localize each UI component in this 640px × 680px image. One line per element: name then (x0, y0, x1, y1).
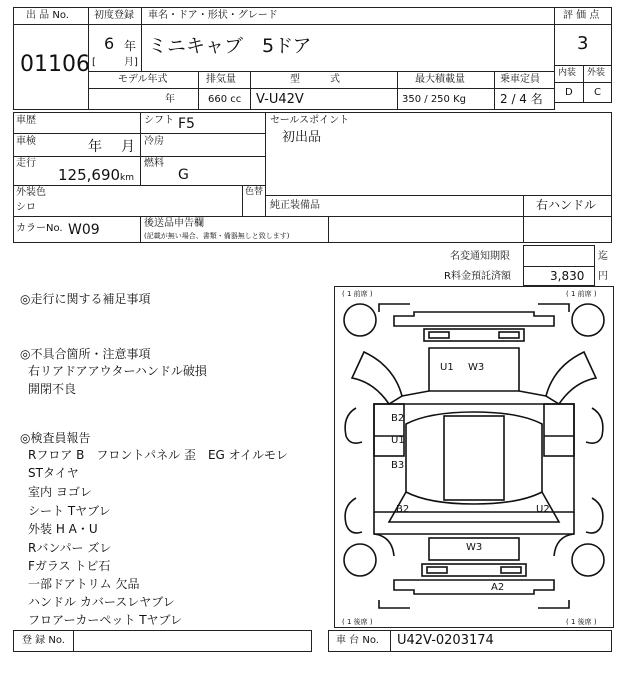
mark-u1-mid: U1 (391, 435, 405, 446)
equipment-extension (328, 216, 612, 243)
displacement-label: 排気量 (206, 74, 236, 85)
steering-value: 右ハンドル (536, 198, 597, 212)
sales-point-value: 初出品 (282, 130, 322, 145)
chassis-value: U42V-0203174 (397, 633, 494, 648)
mileage-label: 走行 (16, 158, 36, 169)
type-value: V-U42V (256, 92, 304, 107)
inspector-line-3: 室内 ヨゴレ (28, 485, 92, 499)
inspection-label: 車検 (16, 136, 36, 147)
reg-month-open: [ (92, 57, 96, 68)
reg-year-unit: 年 (124, 39, 137, 53)
mark-a2: A2 (491, 582, 505, 593)
corner-label-front-right: ( 1 前席 ) (566, 290, 597, 298)
name-change-label: 名変通知期限 (450, 251, 510, 262)
inspector-line-8: 一部ドアトリム 欠品 (28, 577, 140, 591)
fuel-value: G (178, 167, 189, 183)
inspector-line-6: Rバンパー ズレ (28, 541, 112, 555)
inspection-month: 月 (121, 139, 135, 155)
name-change-unit: 迄 (598, 251, 608, 262)
mark-w3-top: W3 (468, 362, 485, 373)
shift-label: シフト (144, 115, 174, 126)
vehicle-damage-diagram (334, 286, 614, 628)
car-name: ミニキャブ 5ドア (148, 35, 312, 57)
interior-value: D (565, 87, 573, 98)
color-value: シロ (16, 202, 36, 213)
name-change-box (523, 245, 595, 267)
reg-month-unit: 月] (124, 57, 138, 68)
capacity-label: 乗車定員 (500, 74, 540, 85)
inspector-line-9: ハンドル カバースレヤブレ (28, 595, 175, 609)
colorno-label: カラーNo. (16, 223, 63, 234)
grade-label: 評 価 点 (563, 10, 600, 21)
recycle-value: 3,830 (550, 269, 585, 283)
grade-value: 3 (577, 33, 589, 54)
inspector-line-10: フロアーカーペット Tヤブレ (28, 613, 183, 627)
defect-line-1: 右リアドアアウターハンドル破損 (28, 364, 207, 378)
displacement-value: 660 cc (208, 94, 242, 105)
capacity-value: 2 / 4 名 (500, 92, 543, 106)
model-year-value: 年 (165, 94, 175, 105)
defect-title: ◎不具合箇所・注意事項 (20, 347, 151, 361)
lot-number: 01106 (20, 52, 90, 77)
color-label: 外装色 (16, 187, 46, 198)
ac-label: 冷房 (144, 136, 164, 147)
mark-u1-top: U1 (440, 362, 454, 373)
drive-notes-title: ◎走行に関する補足事項 (20, 292, 151, 306)
repaint-label: 色替 (245, 187, 264, 197)
inspector-line-1: Rフロア B フロントパネル 歪 EG オイルモレ (28, 448, 289, 462)
max-load-label: 最大積載量 (415, 74, 465, 85)
car-name-label: 車名・ドア・形状・グレード (148, 10, 278, 21)
mark-b2-upper: B2 (391, 413, 405, 424)
mileage-value: 125,690 (58, 166, 121, 184)
mark-u2: U2 (536, 504, 550, 515)
sales-point-label: セールスポイント (270, 115, 350, 126)
type-label: 型 式 (290, 74, 340, 85)
inspector-line-2: STタイヤ (28, 466, 79, 480)
model-year-label: モデル年式 (118, 74, 168, 85)
post-doc-label: 後送品申告欄 (144, 218, 204, 229)
recycle-unit: 円 (598, 271, 608, 282)
colorno-value: W09 (68, 222, 100, 238)
exterior-label: 外装 (587, 68, 606, 78)
max-load-value: 350 / 250 Kg (402, 94, 466, 105)
post-doc-note: (記載が無い場合、書類・備器無しと致します) (144, 232, 290, 240)
recycle-label: R料金預託済額 (444, 271, 511, 282)
exterior-value: C (594, 87, 601, 98)
history-label: 車歴 (16, 115, 36, 126)
inspector-line-5: 外装 H A・U (28, 522, 98, 536)
corner-label-front-left: ( 1 前席 ) (342, 290, 373, 298)
equipment-label: 純正装備品 (270, 200, 320, 211)
mark-b2-lower: B2 (396, 504, 410, 515)
first-reg-label: 初度登録 (94, 10, 134, 21)
registration-label: 登 録 No. (22, 635, 65, 646)
corner-label-rear-left: ( 1 後席 ) (342, 618, 373, 626)
corner-label-rear-right: ( 1 後席 ) (566, 618, 597, 626)
shift-value: F5 (178, 116, 195, 132)
lot-label: 出 品 No. (26, 10, 69, 21)
inspector-line-4: シート Tヤブレ (28, 504, 111, 518)
inspector-title: ◎検査員報告 (20, 431, 91, 445)
mark-b3: B3 (391, 460, 405, 471)
fuel-label: 燃料 (144, 158, 164, 169)
mark-w3-bottom: W3 (466, 542, 483, 553)
inspection-year: 年 (88, 139, 102, 155)
reg-year-num: 6 (104, 34, 115, 53)
chassis-label: 車 台 No. (336, 635, 379, 646)
defect-line-2: 開閉不良 (28, 382, 77, 396)
interior-label: 内装 (558, 68, 577, 78)
inspector-line-7: Fガラス トビ石 (28, 559, 111, 573)
mileage-unit: km (120, 173, 134, 183)
spec-value-row (88, 88, 555, 110)
